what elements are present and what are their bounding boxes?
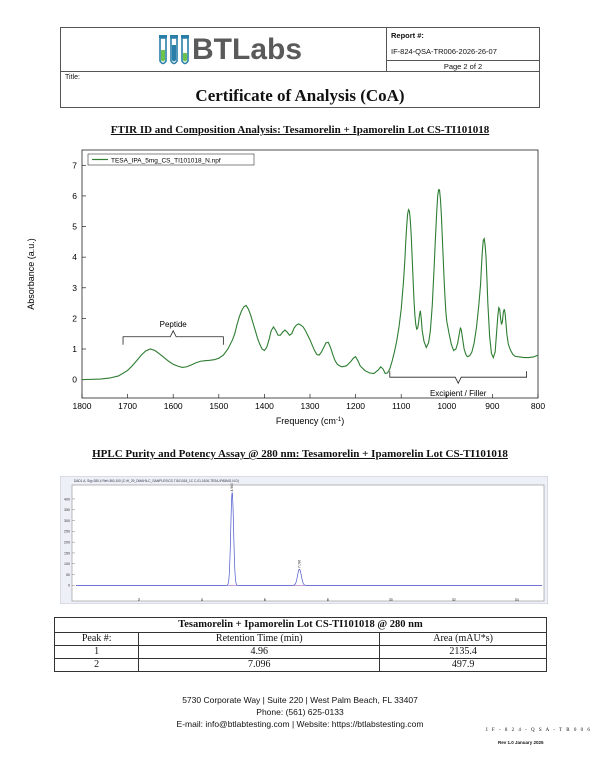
peak-table-caption: Tesamorelin + Ipamorelin Lot CS-TI101018 @ 280 nm (55, 618, 547, 633)
page-title: Certificate of Analysis (CoA) (195, 86, 405, 105)
logo-text: BTLabs (192, 33, 303, 66)
document-id: I F - 8 2 4 - Q S A - T R 0 0 6 (486, 728, 592, 733)
x-tick-label: 1000 (437, 401, 457, 411)
annotation-label: Excipient / Filler (429, 389, 487, 399)
ftir-chart (20, 140, 560, 440)
x-axis-label-close: ) (341, 416, 345, 426)
x-tick-label: 6 (263, 598, 266, 602)
x-tick-label: 1400 (254, 401, 274, 411)
footer-phone: Phone: (561) 625-0133 (256, 707, 344, 717)
peak-label: 4.960 (230, 482, 235, 492)
x-tick-label: 4 (200, 598, 203, 602)
hplc-chromatogram (60, 476, 548, 604)
report-number: IF-824-QSA-TR006-2026-26-07 (391, 47, 497, 56)
y-tick-label: 400 (64, 497, 70, 502)
plot-frame (82, 150, 538, 398)
hplc-section-title: HPLC Purity and Potency Assay @ 280 nm: Tesamorelin + Ipamorelin Lot CS-TI101018 (92, 448, 508, 460)
spectrum-line (82, 190, 538, 380)
y-tick-label: 200 (64, 540, 70, 545)
peak-table (54, 617, 547, 672)
legend-label: TESA_IPA_5mg_CS_TI101018_N.npf (111, 157, 221, 165)
peak-area: 497.9 (380, 659, 547, 672)
y-tick-label: 3 (72, 282, 77, 293)
peak-table-header: Retention Time (min) (139, 633, 380, 646)
y-tick-label: 5 (72, 221, 77, 232)
x-tick-label: 12 (451, 598, 456, 602)
footer-address: 5730 Corporate Way | Suite 220 | West Palm Beach, FL 33407 (182, 695, 418, 705)
page-number: Page 2 of 2 (387, 60, 539, 72)
x-axis-label: Frequency $(cm^{-1})$ (275, 416, 345, 426)
y-tick-label: 4 (72, 252, 77, 263)
table-row (55, 659, 547, 672)
document-revision: Rev 1.0 January 2025 (498, 740, 544, 745)
y-tick-label: 300 (64, 518, 70, 523)
btlabs-logo (156, 33, 302, 67)
y-tick-label: 1 (72, 344, 77, 355)
title-label: Title: (65, 74, 80, 81)
report-number-cell (387, 28, 539, 72)
y-tick-label: 0 (72, 374, 77, 385)
peptide-bracket (123, 320, 223, 345)
ftir-section-title: FTIR ID and Composition Analysis: Tesamorelin + Ipamorelin Lot CS-TI101018 (110, 124, 490, 136)
y-tick-label: 150 (64, 551, 70, 556)
test-tube-logo-icon (156, 33, 192, 67)
chromatogram-plot-area (72, 482, 544, 601)
bracket-line (123, 331, 223, 345)
table-row (55, 646, 547, 659)
bracket-line (390, 371, 527, 383)
chromatogram-header: DAD1 A, Sig=280,4 Ref=360,100 (C:\H_29_DMAH\LC_SAMPLES\CS-TI101018_1C C-01-0106-TESA-IPA5MG-N.D) (74, 479, 239, 483)
report-header (60, 27, 540, 108)
y-tick-label: 50 (66, 572, 70, 577)
x-tick-label: 900 (485, 401, 500, 411)
y-tick-label: 0 (68, 583, 70, 588)
x-tick-label: 1200 (346, 401, 366, 411)
peak-number: 2 (55, 659, 139, 672)
retention-time: 4.96 (139, 646, 380, 659)
x-tick-label: 14 (514, 598, 519, 602)
x-tick-label: 1500 (209, 401, 229, 411)
y-tick-label: 7 (72, 160, 77, 171)
y-tick-label: 6 (72, 190, 77, 201)
peak-table-header: Area (mAU*s) (380, 633, 547, 646)
retention-time: 7.096 (139, 659, 380, 672)
x-tick-label: 1100 (392, 401, 411, 411)
y-axis-label: Absorbance (a.u.) (26, 238, 36, 310)
y-tick-label: 350 (64, 508, 70, 513)
x-tick-label: 1300 (300, 401, 320, 411)
y-tick-label: 100 (64, 562, 70, 567)
y-tick-label: 2 (72, 313, 77, 324)
x-tick-label: 800 (530, 401, 546, 411)
annotation-label: Peptide (159, 319, 187, 329)
peak-label: 7.096 (297, 559, 302, 569)
excipient-bracket (390, 371, 527, 398)
y-tick-label: 250 (64, 529, 70, 534)
x-tick-label: 1600 (163, 401, 183, 411)
x-tick-label: 1800 (72, 401, 92, 411)
report-label: Report #: (391, 31, 424, 40)
logo-cell (61, 28, 387, 72)
x-axis-label-superscript: -1 (335, 417, 342, 423)
x-tick-label: 2 (137, 598, 140, 602)
x-tick-label: 8 (326, 598, 329, 602)
x-tick-label: 1700 (118, 401, 138, 411)
peak-number: 1 (55, 646, 139, 659)
peak-table-header: Peak #: (55, 633, 139, 646)
peak-area: 2135.4 (380, 646, 547, 659)
footer-contact: E-mail: info@btlabtesting.com | Website: https://btlabstesting.com (176, 719, 424, 729)
x-tick-label: 10 (388, 598, 393, 602)
